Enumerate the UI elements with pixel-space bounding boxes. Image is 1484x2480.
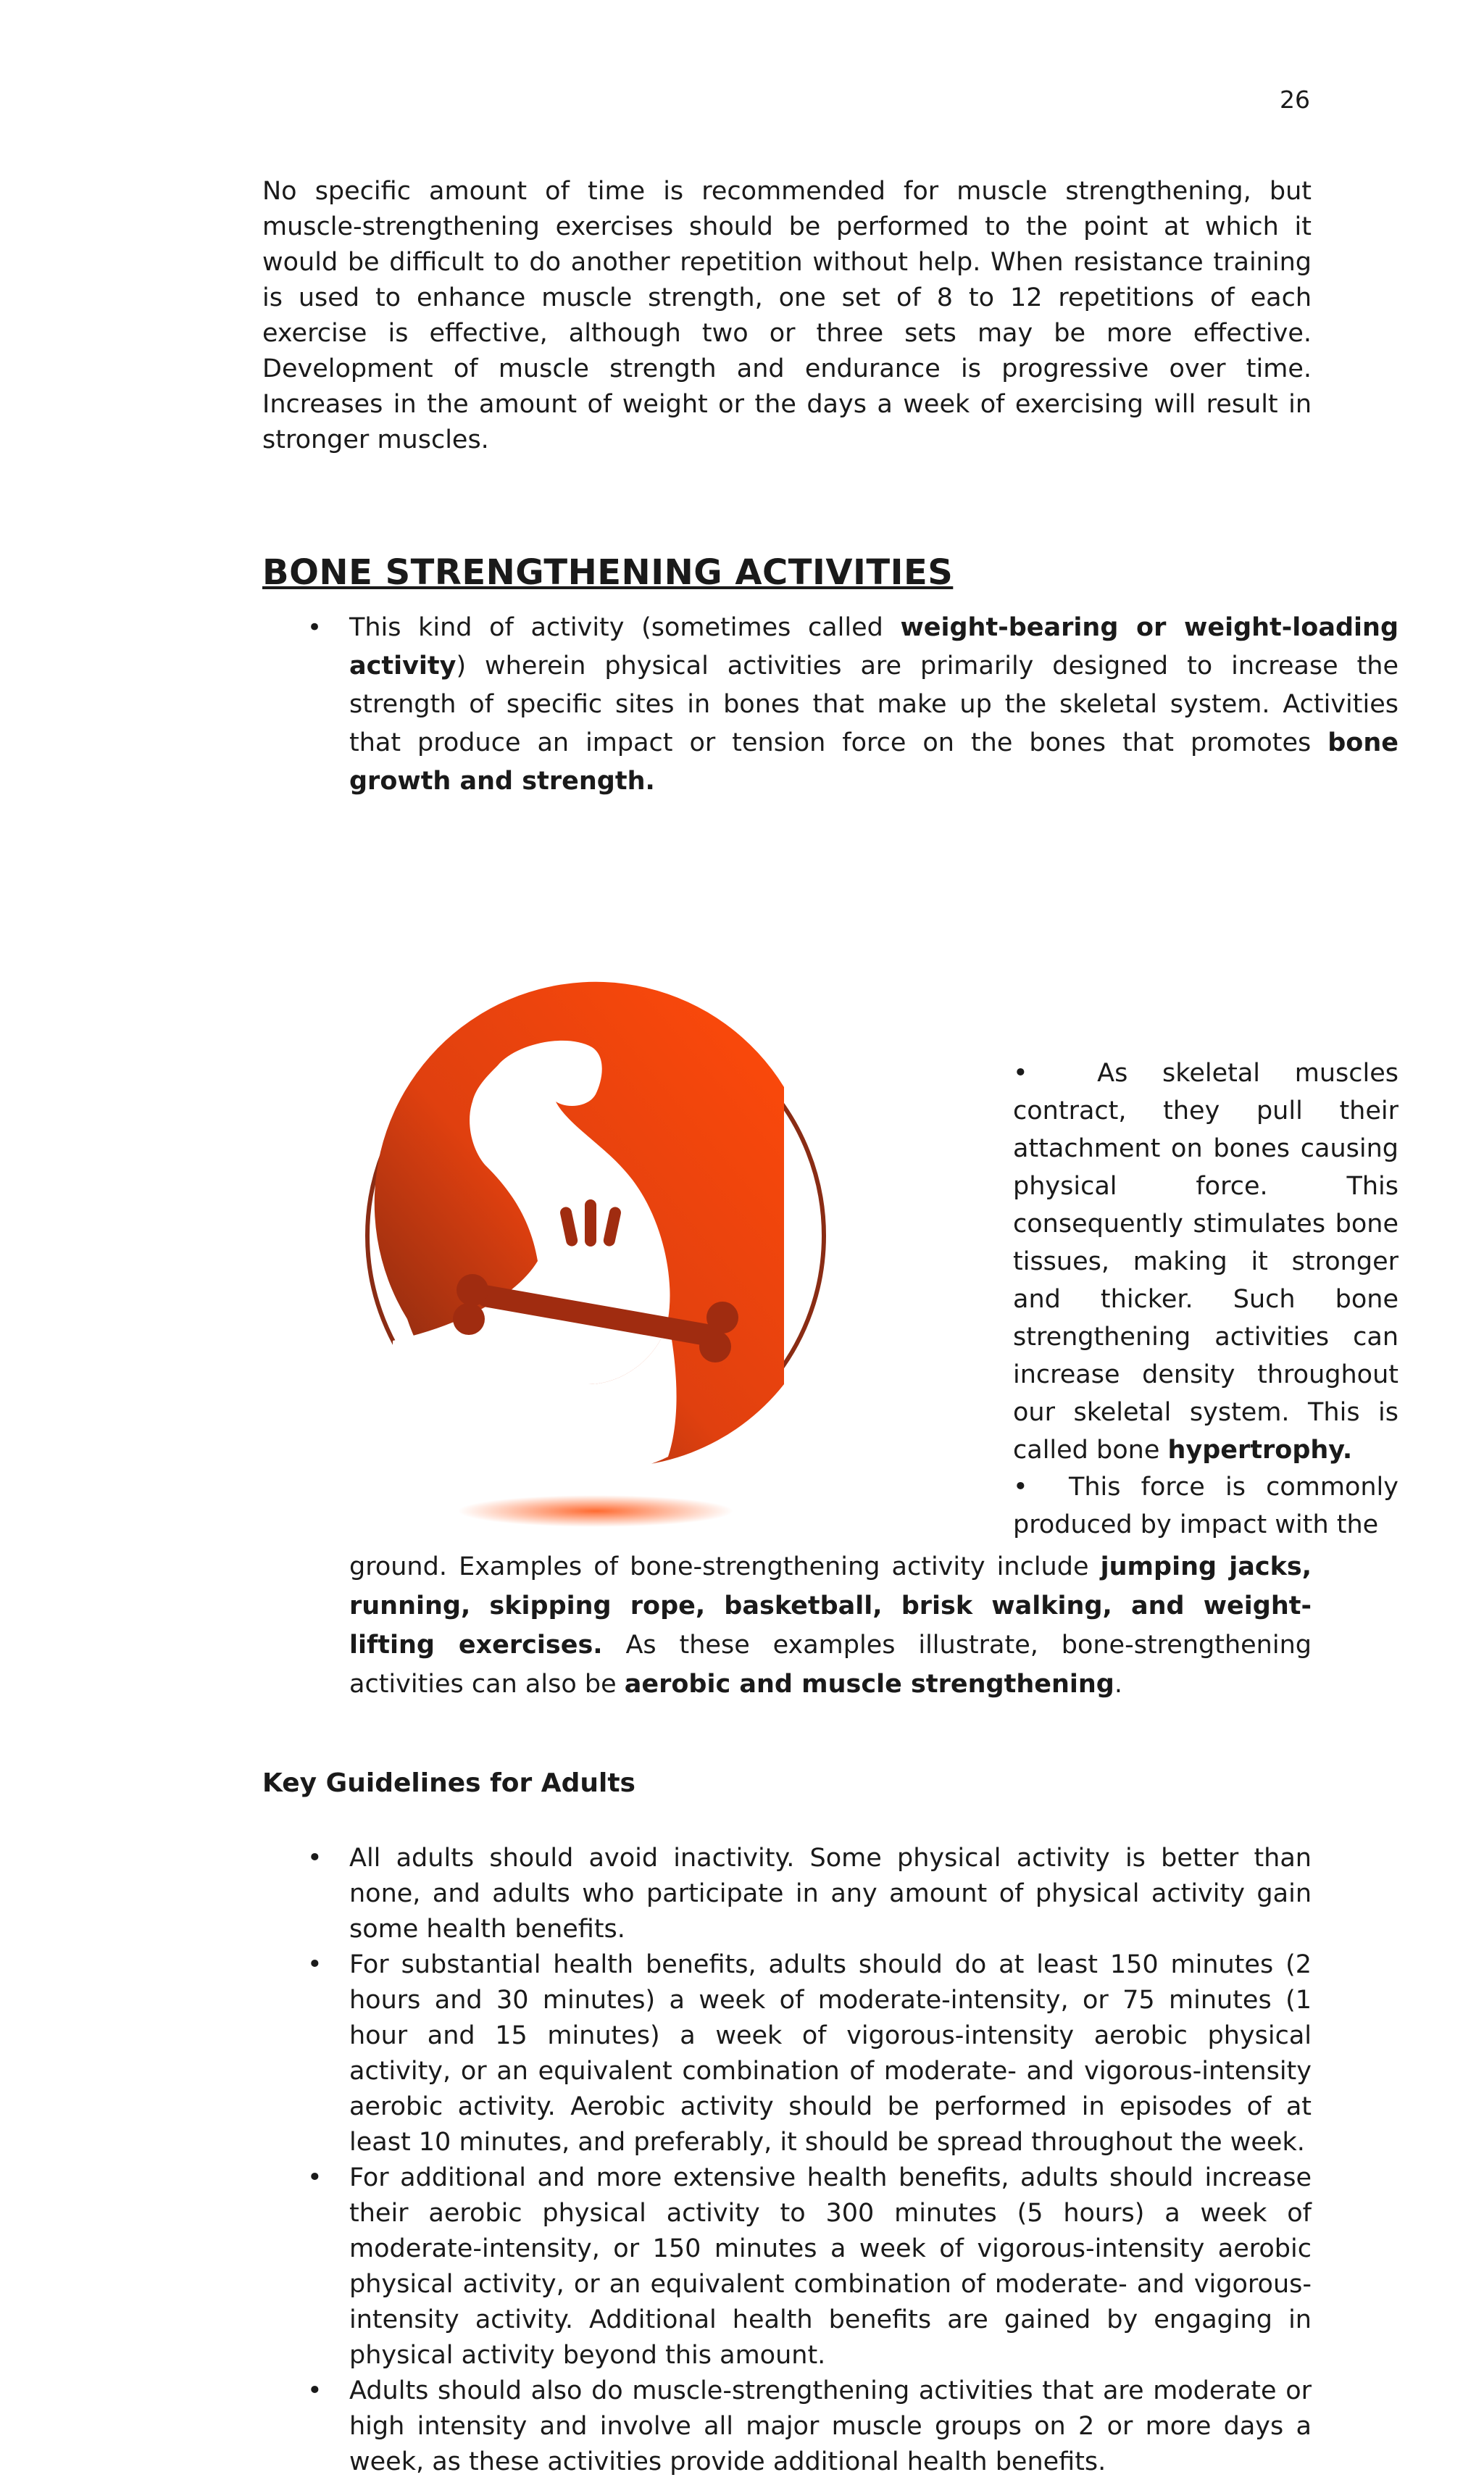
bullet-bold: weight-bearing or weight-loading activity bbox=[349, 613, 1398, 681]
bullet-bold: aerobic and muscle strengthening bbox=[624, 1670, 1114, 1699]
bullet-dot: • bbox=[1013, 1473, 1028, 1502]
bullet-text: This force is commonly produced by impact with the bbox=[1013, 1473, 1398, 1539]
bullet-bold: hypertrophy. bbox=[1167, 1436, 1353, 1465]
bullet-dot: • bbox=[1013, 1059, 1028, 1088]
bullet-dot: • bbox=[307, 1950, 322, 1979]
guideline-text: All adults should avoid inactivity. Some physical activity is better than none, and adults who participate in any amount of physical activity gain some health benefits. bbox=[349, 1844, 1312, 1944]
list-item bbox=[262, 2373, 1312, 2480]
list-item bbox=[262, 1841, 1312, 1947]
page-content bbox=[262, 174, 1398, 2476]
bullet-impact-force bbox=[1013, 1468, 1398, 1544]
guideline-text: For additional and more extensive health benefits, adults should increase their aerobic physical activity to 300 minutes (5 hours) a week of moderate-intensity, or 150 minutes a week of vigorous-intensity aerobic physical activity, or an equivalent combination of moderate- and vigorous-intensity activity. Additional health benefits are gained by engaging in physical activity beyond this amount. bbox=[349, 2163, 1312, 2370]
bullet-bold: bone growth and strength. bbox=[349, 728, 1398, 796]
bullet-weight-bearing bbox=[262, 609, 1398, 801]
section-heading: BONE STRENGTHENING ACTIVITIES bbox=[262, 552, 954, 593]
arm-bone-illustration bbox=[349, 978, 856, 1551]
glow-shadow bbox=[458, 1495, 733, 1527]
list-item bbox=[262, 2160, 1312, 2373]
bullet-text: ground. Examples of bone-strengthening activity include bbox=[349, 1552, 1101, 1581]
bullet-bold: jumping jacks, running, skipping rope, basketball, brisk walking, and weight-lifting exercises. bbox=[349, 1552, 1312, 1660]
bullet-text: This kind of activity (sometimes called bbox=[349, 613, 901, 642]
bullet-text: ) wherein physical activities are primarily designed to increase the strength of specific sites in bones that make up the skeletal system. Activities that produce an impact or tension force on the bones that promotes bbox=[349, 652, 1398, 757]
bullet-text: As skeletal muscles contract, they pull their attachment on bones causing physical force. This consequently stimulates bone tissues, making it stronger and thicker. Such bone strengthening activities can increase density throughout our skeletal system. This is called bone bbox=[1013, 1059, 1398, 1465]
bullet-muscle-contract bbox=[1013, 1054, 1398, 1469]
bullet-dot: • bbox=[307, 2376, 322, 2405]
intro-paragraph: No specific amount of time is recommended for muscle strengthening, but muscle-strengthening exercises should be performed to the point at which it would be difficult to do another repetition without help. When resistance training is used to enhance muscle strength, one set of 8 to 12 repetitions of each exercise is effective, although two or three sets may be more effective. Development of muscle strength and endurance is progressive over time. Increases in the amount of weight or the days a week of exercising will result in stronger muscles. bbox=[262, 177, 1312, 454]
key-guidelines-title: Key Guidelines for Adults bbox=[262, 1768, 635, 1798]
bullet-dot: • bbox=[307, 613, 322, 642]
guidelines-list bbox=[262, 1841, 1312, 2480]
figure-area bbox=[349, 978, 1398, 1551]
bullet-text: . bbox=[1114, 1670, 1122, 1699]
bullet-dot: • bbox=[307, 1844, 322, 1873]
guideline-text: For substantial health benefits, adults should do at least 150 minutes (2 hours and 30 minutes) a week of moderate-intensity, or 75 minutes (1 hour and 15 minutes) a week of vigorous-intensity aerobic physical activity, or an equivalent combination of moderate- and vigorous-intensity aerobic activity. Aerobic activity should be performed in episodes of at least 10 minutes, and preferably, it should be spread throughout the week. bbox=[349, 1950, 1312, 2157]
page-number: 26 bbox=[1280, 86, 1310, 114]
flexed-arm-bone-logo bbox=[349, 978, 856, 1551]
bullet-text: As these examples illustrate, bone-strengthening activities can also be bbox=[349, 1631, 1312, 1699]
list-item bbox=[262, 1947, 1312, 2160]
bullet-dot: • bbox=[307, 2163, 322, 2192]
bullet-impact-continuation bbox=[349, 1547, 1312, 1704]
guideline-text: Adults should also do muscle-strengthening activities that are moderate or high intensity and involve all major muscle groups on 2 or more days a week, as these activities provide additional health benefits. bbox=[349, 2376, 1312, 2476]
